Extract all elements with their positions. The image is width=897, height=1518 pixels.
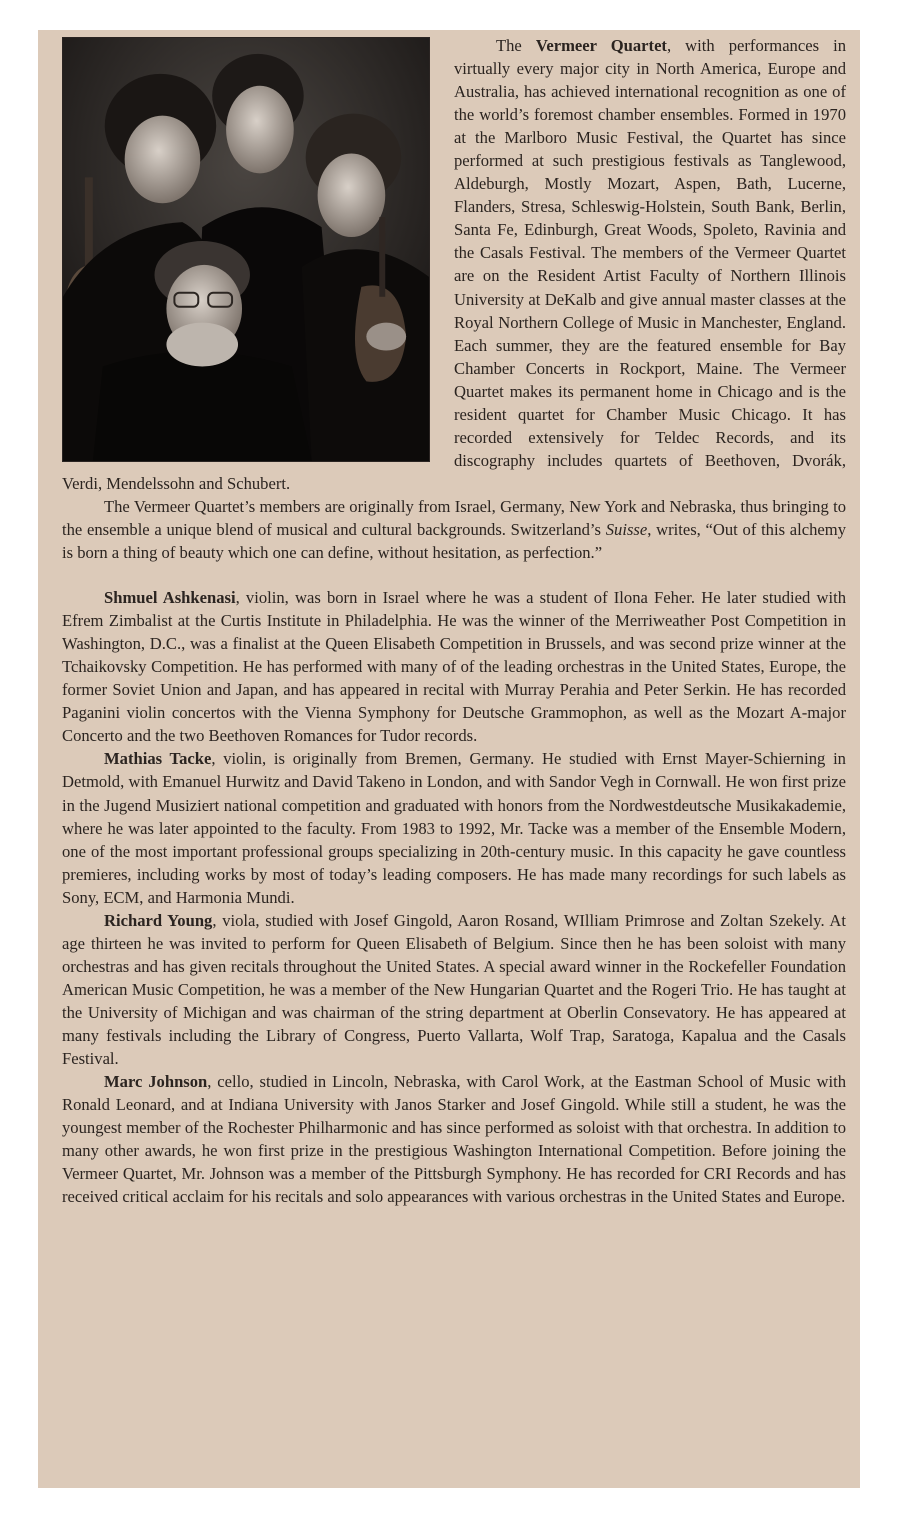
member-name: Shmuel Ashkenasi <box>104 588 236 608</box>
intro-body: , with performances in virtually every major city in North America, Europe and Australia, has achieved international recognition as one of the world’s foremost chamber ensembles. Formed in 1970 at the Marlboro Music Festival, the Quartet has since performed at such prestigious festivals as Tanglewood, Aldeburgh, Mostly Mozart, Aspen, Bath, Lucerne, Flanders, Stresa, Schleswig-Holstein, South Bank, Berlin, Santa Fe, Edinburgh, Great Woods, Spoleto, Ravinia and the Casals Festival. The members of the Vermeer Quartet are on the Resident Artist Faculty of Northern Illinois University at DeKalb and give annual master classes at the Royal Northern College of Music in Manchester, England. Each summer, they are the featured ensemble for Bay Chamber Concerts in Rockport, Maine. The Vermeer Quartet makes its permanent home in Chicago and is the resident quartet for Chamber Music Chicago. It has recorded extensively for Teldec Records, and its discography includes quartets of Beethoven, Dvorák, Verdi, Mendelssohn and Schubert. <box>62 36 847 493</box>
quartet-photo-illustration <box>63 38 429 461</box>
member-name: Mathias Tacke <box>104 749 212 769</box>
section-gap <box>62 564 846 586</box>
program-page <box>38 30 860 1488</box>
member-bio-text: , violin, is originally from Bremen, Germany. He studied with Ernst Mayer-Schierning in Detmold, with Emanuel Hurwitz and David Takeno in London, and with Sandor Vegh in Cornwall. He won first prize in the Jugend Musiziert national competition and graduated with honors from the Nordwestdeutsche Musikakademie, where he was later appointed to the faculty. From 1983 to 1992, Mr. Tacke was a member of the Ensemble Modern, one of the most important professional groups specializing in 20th-century music. In this capacity he gave countless premieres, including works by most of today’s leading composers. He has made many recordings for such labels as Sony, ECM, and Harmonia Mundi. <box>62 749 846 907</box>
member-bio-text: , violin, was born in Israel where he was a student of Ilona Feher. He later studied with Efrem Zimbalist at the Curtis Institute in Philadelphia. He was the winner of the Merriweather Post Competition in Washington, D.C., was a finalist at the Queen Elisabeth Competition in Brussels, and was second prize winner at the Tchaikovsky Competition. He has performed with many of of the leading orchestras in the United States, Europe, the former Soviet Union and Japan, and has appeared in recital with Murray Perahia and Peter Serkin. He has recorded Paganini violin concertos with the Vienna Symphony for Deutsche Grammophon, as well as the Mozart A-major Concerto and the two Beethoven Romances for Tudor records. <box>62 588 846 746</box>
quote-body: , writes, “Out of this alchemy is born a thing of beauty which one can define, without hesitation, as perfection.” <box>62 519 846 563</box>
member-name: Richard Young <box>104 910 213 930</box>
publication-name: Suisse <box>605 519 648 539</box>
member-bio <box>62 1070 846 1208</box>
quartet-portrait-photo <box>62 37 430 462</box>
intro-lead: The <box>496 36 536 55</box>
member-bio <box>62 747 846 908</box>
member-bio-text: , viola, studied with Josef Gingold, Aaron Rosand, WIlliam Primrose and Zoltan Szekely. At age thirteen he was invited to perform for Queen Elisabeth of Belgium. Since then he has been soloist with many orchestras and has given recitals throughout the United States. A special award winner in the Rockefeller Foundation American Music Competition, he was a member of the New Hungarian Quartet and the Rogeri Trio. He has taught at the University of Michigan and was chairman of the string department at Oberlin Consevatory. He has appeared at many festivals including the Library of Congress, Puerto Vallarta, Wolf Trap, Saratoga, Kapalua and the Casals Festival. <box>62 910 846 1069</box>
quote-lead: The Vermeer Quartet’s members are originally from Israel, Germany, New York and Nebraska, thus bringing to the ensemble a unique blend of musical and cultural backgrounds. Switzerland’s <box>62 496 846 539</box>
member-bio <box>62 586 846 747</box>
member-bio <box>62 909 846 1070</box>
member-bio-text: , cello, studied in Lincoln, Nebraska, with Carol Work, at the Eastman School of Music with Ronald Leonard, and at Indiana University with Janos Starker and Josef Gingold. While still a student, he was the youngest member of the Rochester Philharmonic and has since performed as soloist with that orchestra. In addition to many other awards, he won first prize in the prestigious Washington International Competition. Before joining the Vermeer Quartet, Mr. Johnson was a member of the Pittsburgh Symphony. He has recorded for CRI Records and has received critical acclaim for his recitals and solo appearances with various orchestras in the United States and Europe. <box>62 1072 846 1207</box>
member-name: Marc Johnson <box>104 1072 208 1092</box>
quote-paragraph <box>62 495 846 564</box>
quartet-name: Vermeer Quartet <box>535 36 667 55</box>
